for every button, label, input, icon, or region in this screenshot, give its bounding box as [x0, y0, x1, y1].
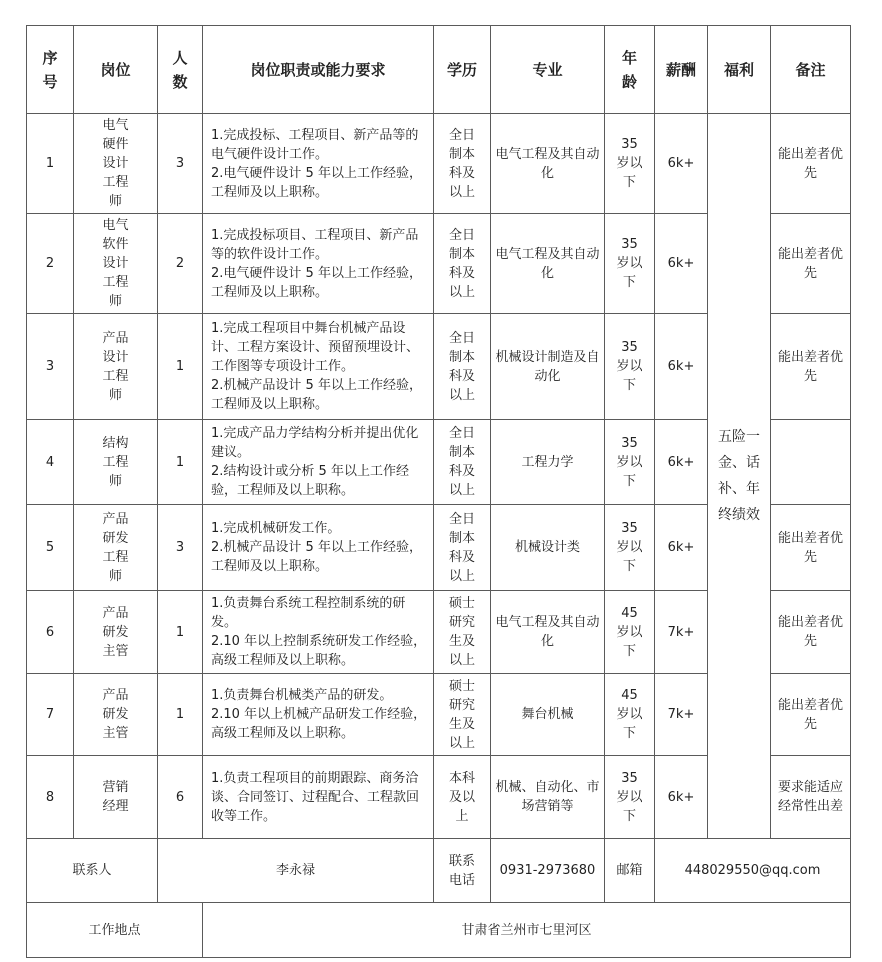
row-age	[605, 674, 655, 756]
duty-line-1: 1.完成产品力学结构分析并提出优化建议。	[211, 426, 419, 460]
row-no: 6	[27, 591, 74, 674]
row-salary: 6k+	[655, 756, 708, 839]
row-major: 电气工程及其自动化	[491, 214, 605, 314]
row-age	[605, 756, 655, 839]
contact-phone: 0931-2973680	[491, 839, 605, 903]
location-value: 甘肃省兰州市七里河区	[203, 903, 851, 958]
row-major: 机械设计类	[491, 505, 605, 591]
row-education	[434, 505, 491, 591]
table-row	[27, 114, 851, 214]
row-salary: 6k+	[655, 420, 708, 505]
row-education-text: 全日制本科及以上	[448, 127, 475, 200]
row-salary: 7k+	[655, 591, 708, 674]
header-no: 序号	[27, 26, 74, 114]
header-salary: 薪酬	[655, 26, 708, 114]
benefits-text: 五险一金、话补、年终绩效	[718, 429, 760, 523]
row-duties	[203, 214, 434, 314]
benefits-cell	[708, 114, 771, 839]
row-education	[434, 756, 491, 839]
row-major: 机械设计制造及自动化	[491, 314, 605, 420]
row-duties	[203, 756, 434, 839]
row-education-text: 全日制本科及以上	[448, 511, 475, 584]
header-major: 专业	[491, 26, 605, 114]
contact-phone-label	[434, 839, 491, 903]
header-remarks: 备注	[771, 26, 851, 114]
duty-line-2: 2.10 年以上控制系统研发工作经验，高级工程师及以上职称。	[211, 634, 427, 668]
row-education-text: 本科及以上	[448, 770, 475, 824]
row-position-text: 产品研发工程师	[102, 511, 129, 584]
row-count: 3	[158, 505, 203, 591]
row-position-text: 营销经理	[102, 780, 129, 814]
row-age-text: 35岁以下	[616, 137, 643, 190]
location-label: 工作地点	[27, 903, 203, 958]
row-remarks: 能出差者优先	[771, 674, 851, 756]
row-age	[605, 214, 655, 314]
row-position	[74, 505, 158, 591]
row-major: 电气工程及其自动化	[491, 114, 605, 214]
duty-line-2: 2.结构设计或分析 5 年以上工作经验，工程师及以上职称。	[211, 464, 409, 498]
duty-line-1: 1.完成工程项目中舞台机械产品设计、工程方案设计、预留预埋设计、工作图等专项设计工作。	[211, 321, 420, 374]
row-no: 2	[27, 214, 74, 314]
row-position	[74, 314, 158, 420]
row-no: 8	[27, 756, 74, 839]
header-benefits: 福利	[708, 26, 771, 114]
row-education	[434, 674, 491, 756]
row-major: 舞台机械	[491, 674, 605, 756]
row-education	[434, 420, 491, 505]
row-age-text: 35岁以下	[616, 340, 643, 393]
header-position: 岗位	[74, 26, 158, 114]
contact-phone-label-text: 联系电话	[448, 853, 475, 888]
duty-line-1: 1.负责舞台系统工程控制系统的研发。	[211, 596, 406, 630]
row-no: 7	[27, 674, 74, 756]
row-count: 1	[158, 420, 203, 505]
duty-line-2: 2.电气硬件设计 5 年以上工作经验，工程师及以上职称。	[211, 265, 422, 300]
row-duties	[203, 114, 434, 214]
row-age	[605, 314, 655, 420]
duty-line-2: 2.电气硬件设计 5 年以上工作经验，工程师及以上职称。	[211, 165, 422, 200]
recruitment-table	[26, 25, 851, 958]
duty-line-1: 1.完成投标项目、工程项目、新产品等的软件设计工作。	[211, 227, 419, 262]
row-age	[605, 591, 655, 674]
row-no: 3	[27, 314, 74, 420]
row-count: 1	[158, 314, 203, 420]
contact-email-label: 邮箱	[605, 839, 655, 903]
row-major: 工程力学	[491, 420, 605, 505]
row-duties	[203, 314, 434, 420]
row-count: 1	[158, 674, 203, 756]
duty-line-1: 1.负责工程项目的前期跟踪、商务洽谈、合同签订、过程配合、工程款回收等工作。	[211, 770, 420, 824]
row-position	[74, 420, 158, 505]
row-position-text: 电气软件设计工程师	[102, 218, 129, 309]
row-age	[605, 505, 655, 591]
row-remarks: 要求能适应经常性出差	[771, 756, 851, 839]
contact-row	[27, 839, 851, 903]
row-education	[434, 114, 491, 214]
location-row	[27, 903, 851, 958]
row-count: 6	[158, 756, 203, 839]
header-row	[27, 26, 851, 114]
duty-line-1: 1.完成机械研发工作。	[211, 521, 341, 536]
row-duties	[203, 591, 434, 674]
row-major: 电气工程及其自动化	[491, 591, 605, 674]
row-age-text: 35岁以下	[616, 237, 643, 290]
row-no: 1	[27, 114, 74, 214]
row-position-text: 产品设计工程师	[102, 330, 129, 403]
row-education-text: 全日制本科及以上	[448, 227, 475, 300]
row-education-text: 硕士研究生及以上	[448, 596, 475, 668]
row-remarks: 能出差者优先	[771, 114, 851, 214]
row-position	[74, 114, 158, 214]
row-position-text: 产品研发主管	[102, 688, 129, 741]
row-duties	[203, 505, 434, 591]
row-count: 1	[158, 591, 203, 674]
row-position-text: 结构工程师	[102, 435, 129, 489]
row-position	[74, 674, 158, 756]
duty-line-2: 2.10 年以上机械产品研发工作经验，高级工程师及以上职称。	[211, 707, 427, 741]
contact-email: 448029550@qq.com	[655, 839, 851, 903]
row-remarks: 能出差者优先	[771, 505, 851, 591]
row-no: 5	[27, 505, 74, 591]
duty-line-2: 2.机械产品设计 5 年以上工作经验，工程师及以上职称。	[211, 540, 422, 574]
row-age-text: 35岁以下	[616, 435, 643, 489]
row-salary: 6k+	[655, 114, 708, 214]
row-duties	[203, 420, 434, 505]
row-position	[74, 214, 158, 314]
row-salary: 6k+	[655, 214, 708, 314]
row-age-text: 45岁以下	[616, 688, 643, 741]
row-position-text: 产品研发主管	[102, 605, 129, 659]
contact-label: 联系人	[27, 839, 158, 903]
header-count: 人数	[158, 26, 203, 114]
row-age-text: 45岁以下	[616, 605, 643, 659]
row-position	[74, 591, 158, 674]
row-remarks: 能出差者优先	[771, 214, 851, 314]
row-position-text: 电气硬件设计工程师	[102, 118, 129, 209]
header-education: 学历	[434, 26, 491, 114]
duty-line-1: 1.负责舞台机械类产品的研发。	[211, 688, 393, 703]
header-age: 年龄	[605, 26, 655, 114]
row-salary: 7k+	[655, 674, 708, 756]
row-position	[74, 756, 158, 839]
duty-line-2: 2.机械产品设计 5 年以上工作经验，工程师及以上职称。	[211, 378, 422, 412]
row-major: 机械、自动化、市场营销等	[491, 756, 605, 839]
row-education	[434, 314, 491, 420]
row-education	[434, 591, 491, 674]
row-count: 3	[158, 114, 203, 214]
header-duties: 岗位职责或能力要求	[203, 26, 434, 114]
duty-line-1: 1.完成投标、工程项目、新产品等的电气硬件设计工作。	[211, 127, 419, 162]
row-salary: 6k+	[655, 505, 708, 591]
row-remarks	[771, 420, 851, 505]
row-education	[434, 214, 491, 314]
row-age-text: 35岁以下	[616, 521, 643, 574]
contact-name: 李永禄	[158, 839, 434, 903]
row-salary: 6k+	[655, 314, 708, 420]
row-age-text: 35岁以下	[616, 770, 643, 824]
row-no: 4	[27, 420, 74, 505]
row-education-text: 硕士研究生及以上	[448, 678, 475, 751]
row-count: 2	[158, 214, 203, 314]
row-age	[605, 420, 655, 505]
row-age	[605, 114, 655, 214]
row-education-text: 全日制本科及以上	[448, 426, 475, 498]
row-remarks: 能出差者优先	[771, 314, 851, 420]
row-remarks: 能出差者优先	[771, 591, 851, 674]
row-duties	[203, 674, 434, 756]
row-education-text: 全日制本科及以上	[448, 330, 475, 403]
